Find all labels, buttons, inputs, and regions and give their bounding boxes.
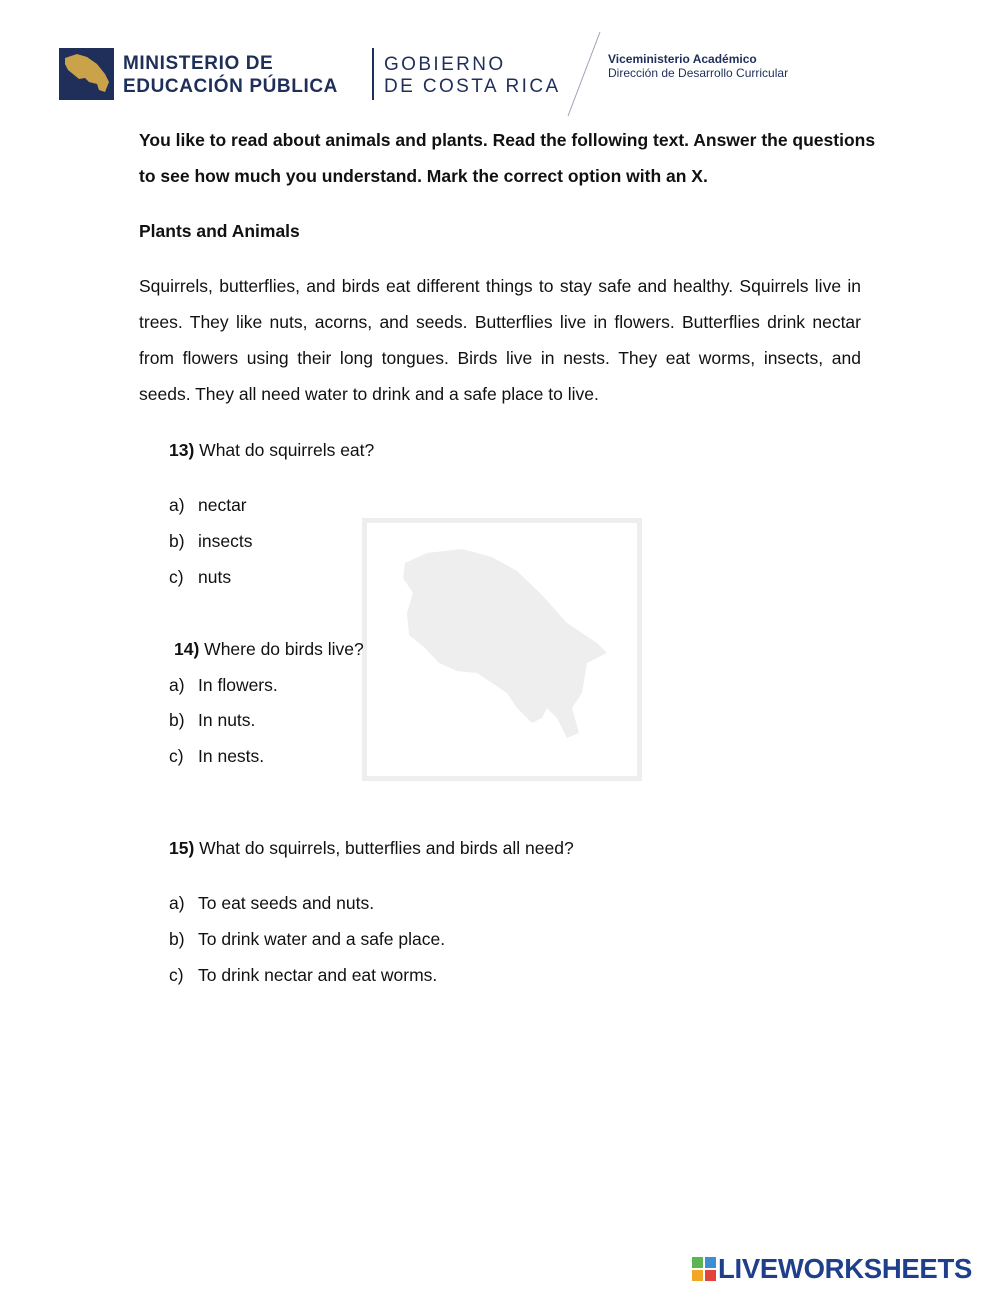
ministry-name [123, 52, 338, 98]
document-header [0, 0, 1000, 120]
option-letter: c) [169, 965, 184, 985]
option-text: In nests. [198, 746, 265, 766]
option-letter: a) [169, 675, 185, 695]
costa-rica-watermark-icon [362, 518, 642, 781]
header-slash-divider [560, 30, 604, 120]
option-letter: a) [169, 495, 185, 515]
instructions-line2: to see how much you understand. Mark the correct option with an X. [139, 166, 708, 186]
option-14a[interactable] [169, 673, 278, 697]
liveworksheets-brand: LIVEWORKSHEETS [718, 1253, 973, 1284]
option-text: In flowers. [198, 675, 278, 695]
question-number: 13) [169, 440, 195, 460]
question-text: What do squirrels eat? [199, 440, 375, 460]
option-letter: b) [169, 929, 185, 949]
option-text: nuts [198, 567, 232, 587]
question-15 [169, 836, 574, 860]
option-13b[interactable] [169, 529, 252, 553]
gov-line1: GOBIERNO [384, 54, 506, 75]
vice-subtitle: Dirección de Desarrollo Curricular [608, 66, 789, 80]
passage-title: Plants and Animals [139, 221, 300, 241]
liveworksheets-icon [692, 1257, 716, 1281]
option-text: insects [198, 531, 253, 551]
option-13c[interactable] [169, 565, 231, 589]
option-letter: b) [169, 531, 185, 551]
question-text: What do squirrels, butterflies and birds all need? [199, 838, 574, 858]
ministry-line2: EDUCACIÓN PÚBLICA [123, 76, 338, 97]
question-number: 15) [169, 838, 195, 858]
option-15b[interactable] [169, 927, 445, 951]
option-text: To eat seeds and nuts. [198, 893, 375, 913]
question-number: 14) [174, 639, 200, 659]
option-text: To drink nectar and eat worms. [198, 965, 438, 985]
question-text: Where do birds live? [204, 639, 364, 659]
option-text: In nuts. [198, 710, 256, 730]
instructions-line1: You like to read about animals and plants. Read the following text. Answer the questions [139, 130, 876, 150]
option-letter: a) [169, 893, 185, 913]
passage-text: Squirrels, butterflies, and birds eat different things to stay safe and healthy. Squirrels live in trees. They like nuts, acorns, and seeds. Butterflies live in flowers. Butterflies drink nectar from flowers using their long tongues. Birds live in nests. They eat worms, insects, and seeds. They all need water to drink and a safe place to live. [139, 276, 861, 404]
vice-ministry [608, 52, 788, 80]
option-14b[interactable] [169, 708, 255, 732]
option-15c[interactable] [169, 963, 437, 987]
costa-rica-map-icon [59, 48, 114, 100]
government-name [384, 54, 561, 98]
gov-line2: DE COSTA RICA [384, 76, 561, 97]
header-divider [372, 48, 374, 100]
ministry-line1: MINISTERIO DE [123, 53, 274, 74]
option-text: nectar [198, 495, 247, 515]
vice-title: Viceministerio Académico [608, 52, 757, 66]
option-13a[interactable] [169, 493, 247, 517]
option-text: To drink water and a safe place. [198, 929, 446, 949]
option-letter: b) [169, 710, 185, 730]
option-15a[interactable] [169, 891, 374, 915]
instructions [139, 122, 876, 194]
option-letter: c) [169, 746, 184, 766]
question-13 [169, 438, 374, 462]
option-14c[interactable] [169, 744, 264, 768]
question-14 [174, 637, 364, 661]
option-letter: c) [169, 567, 184, 587]
